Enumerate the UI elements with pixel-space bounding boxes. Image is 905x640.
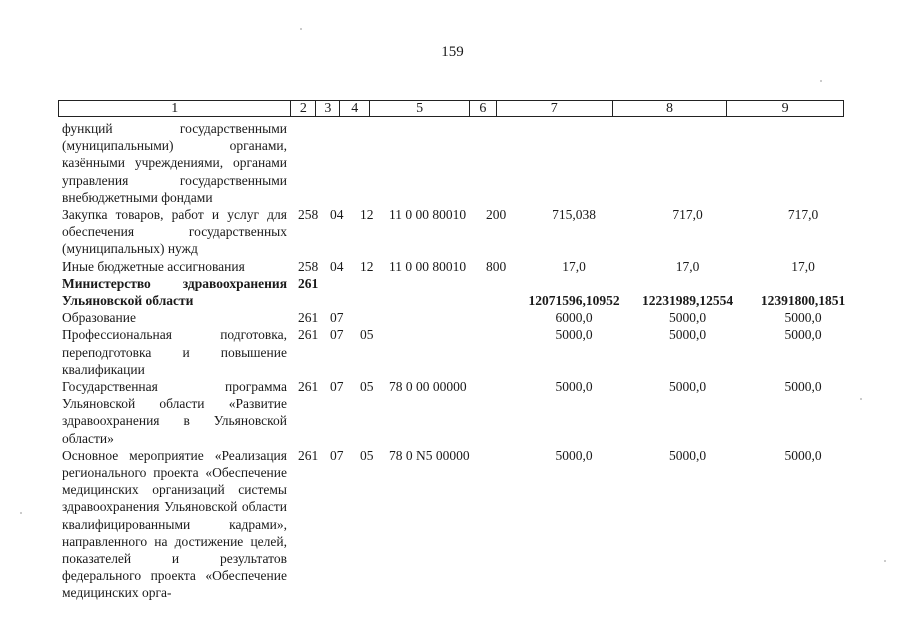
row-amount-8: 717,0 [672, 207, 703, 223]
row-section: 07 [330, 310, 344, 326]
row-amount-8: 12231989,12554 [641, 293, 734, 309]
row-subsection: 05 [360, 379, 374, 395]
scan-speck [20, 512, 22, 514]
row-amount-9: 12391800,1851 [760, 293, 846, 309]
scan-speck [820, 80, 822, 82]
row-amount-9: 717,0 [787, 207, 819, 223]
row-name: Основное мероприятие «Реализация регионального проекта «Обеспечение медицинских организаций системы здравоохранения Ульяновской области квалифицированными кадрами», направленного на достижение целей, показателей и результатов федерального проекта «Обеспечение медицинских орга- [62, 447, 287, 601]
row-name: функций государственными (муниципальными) органами, казёнными учреждениями, органами управления государственными внебюджетными фондами [62, 121, 287, 205]
table-body [62, 120, 844, 602]
row-subsection: 12 [360, 207, 374, 223]
row-target-article: 78 0 00 00000 [389, 379, 467, 395]
header-col-8: 8 [613, 101, 728, 116]
row-expense-type: 200 [486, 207, 507, 223]
row-target-article: 78 0 N5 00000 [389, 447, 470, 463]
row-name: Государственная программа Ульяновской области «Развитие здравоохранения в Ульяновской области» [62, 379, 287, 446]
row-amount-8: 5000,0 [668, 379, 707, 395]
scan-speck [884, 560, 886, 562]
row-amount-8: 5000,0 [668, 327, 707, 343]
row-admin-code: 261 [298, 310, 319, 326]
row-amount-7: 6000,0 [555, 310, 593, 326]
row-amount-8: 5000,0 [668, 310, 707, 326]
row-amount-8: 17,0 [675, 258, 700, 274]
row-amount-8: 5000,0 [668, 447, 707, 463]
row-target-article: 11 0 00 80010 [389, 207, 467, 223]
header-col-2: 2 [291, 101, 316, 116]
table-row [62, 275, 844, 309]
table-row [62, 258, 844, 275]
row-subsection: 05 [360, 327, 374, 343]
page-number: 159 [441, 44, 464, 60]
row-section: 07 [330, 447, 344, 463]
scan-speck [860, 398, 862, 400]
row-section: 07 [330, 379, 344, 395]
row-admin-code: 261 [298, 447, 319, 463]
table-row [62, 309, 844, 326]
header-col-9: 9 [781, 101, 789, 116]
row-section: 04 [330, 258, 344, 274]
row-subsection: 05 [360, 447, 374, 463]
row-admin-code: 258 [298, 258, 319, 274]
row-amount-9: 5000,0 [784, 310, 822, 326]
row-admin-code: 261 [298, 327, 319, 343]
row-target-article: 11 0 00 80010 [389, 258, 467, 274]
row-amount-9: 5000,0 [784, 327, 822, 343]
header-col-7: 7 [497, 101, 613, 116]
row-name: Закупка товаров, работ и услуг для обеспечения государственных (муниципальных) нужд [62, 207, 287, 257]
table-row [62, 326, 844, 378]
row-amount-7: 715,038 [552, 207, 596, 223]
table-row [62, 378, 844, 447]
row-name: Образование [62, 310, 136, 326]
scan-speck [300, 28, 302, 30]
row-amount-9: 5000,0 [784, 447, 822, 463]
row-name: Профессиональная подготовка, переподготовка и повышение квалификации [62, 327, 287, 377]
header-col-6: 6 [470, 101, 497, 116]
row-admin-code: 261 [298, 275, 319, 291]
header-col-4: 4 [340, 101, 370, 116]
row-section: 07 [330, 327, 344, 343]
header-col-3: 3 [316, 101, 340, 116]
row-amount-7: 5000,0 [555, 327, 593, 343]
row-expense-type: 800 [486, 258, 507, 274]
table-row [62, 120, 844, 206]
row-amount-9: 5000,0 [784, 379, 822, 395]
table-row [62, 447, 844, 602]
row-section: 04 [330, 207, 344, 223]
row-amount-7: 5000,0 [555, 447, 593, 463]
row-amount-7: 17,0 [562, 258, 586, 274]
table-header [58, 100, 844, 117]
row-name: Иные бюджетные ассигнования [62, 258, 245, 274]
row-admin-code: 261 [298, 379, 319, 395]
header-col-1: 1 [59, 101, 291, 116]
table-row [62, 206, 844, 258]
row-amount-7: 12071596,10952 [528, 293, 620, 309]
row-admin-code: 258 [298, 207, 319, 223]
row-amount-9: 17,0 [791, 258, 815, 274]
row-name: Министерство здравоохранения Ульяновской области [62, 275, 287, 309]
row-amount-7: 5000,0 [555, 379, 593, 395]
row-subsection: 12 [360, 258, 374, 274]
header-col-5: 5 [370, 101, 470, 116]
